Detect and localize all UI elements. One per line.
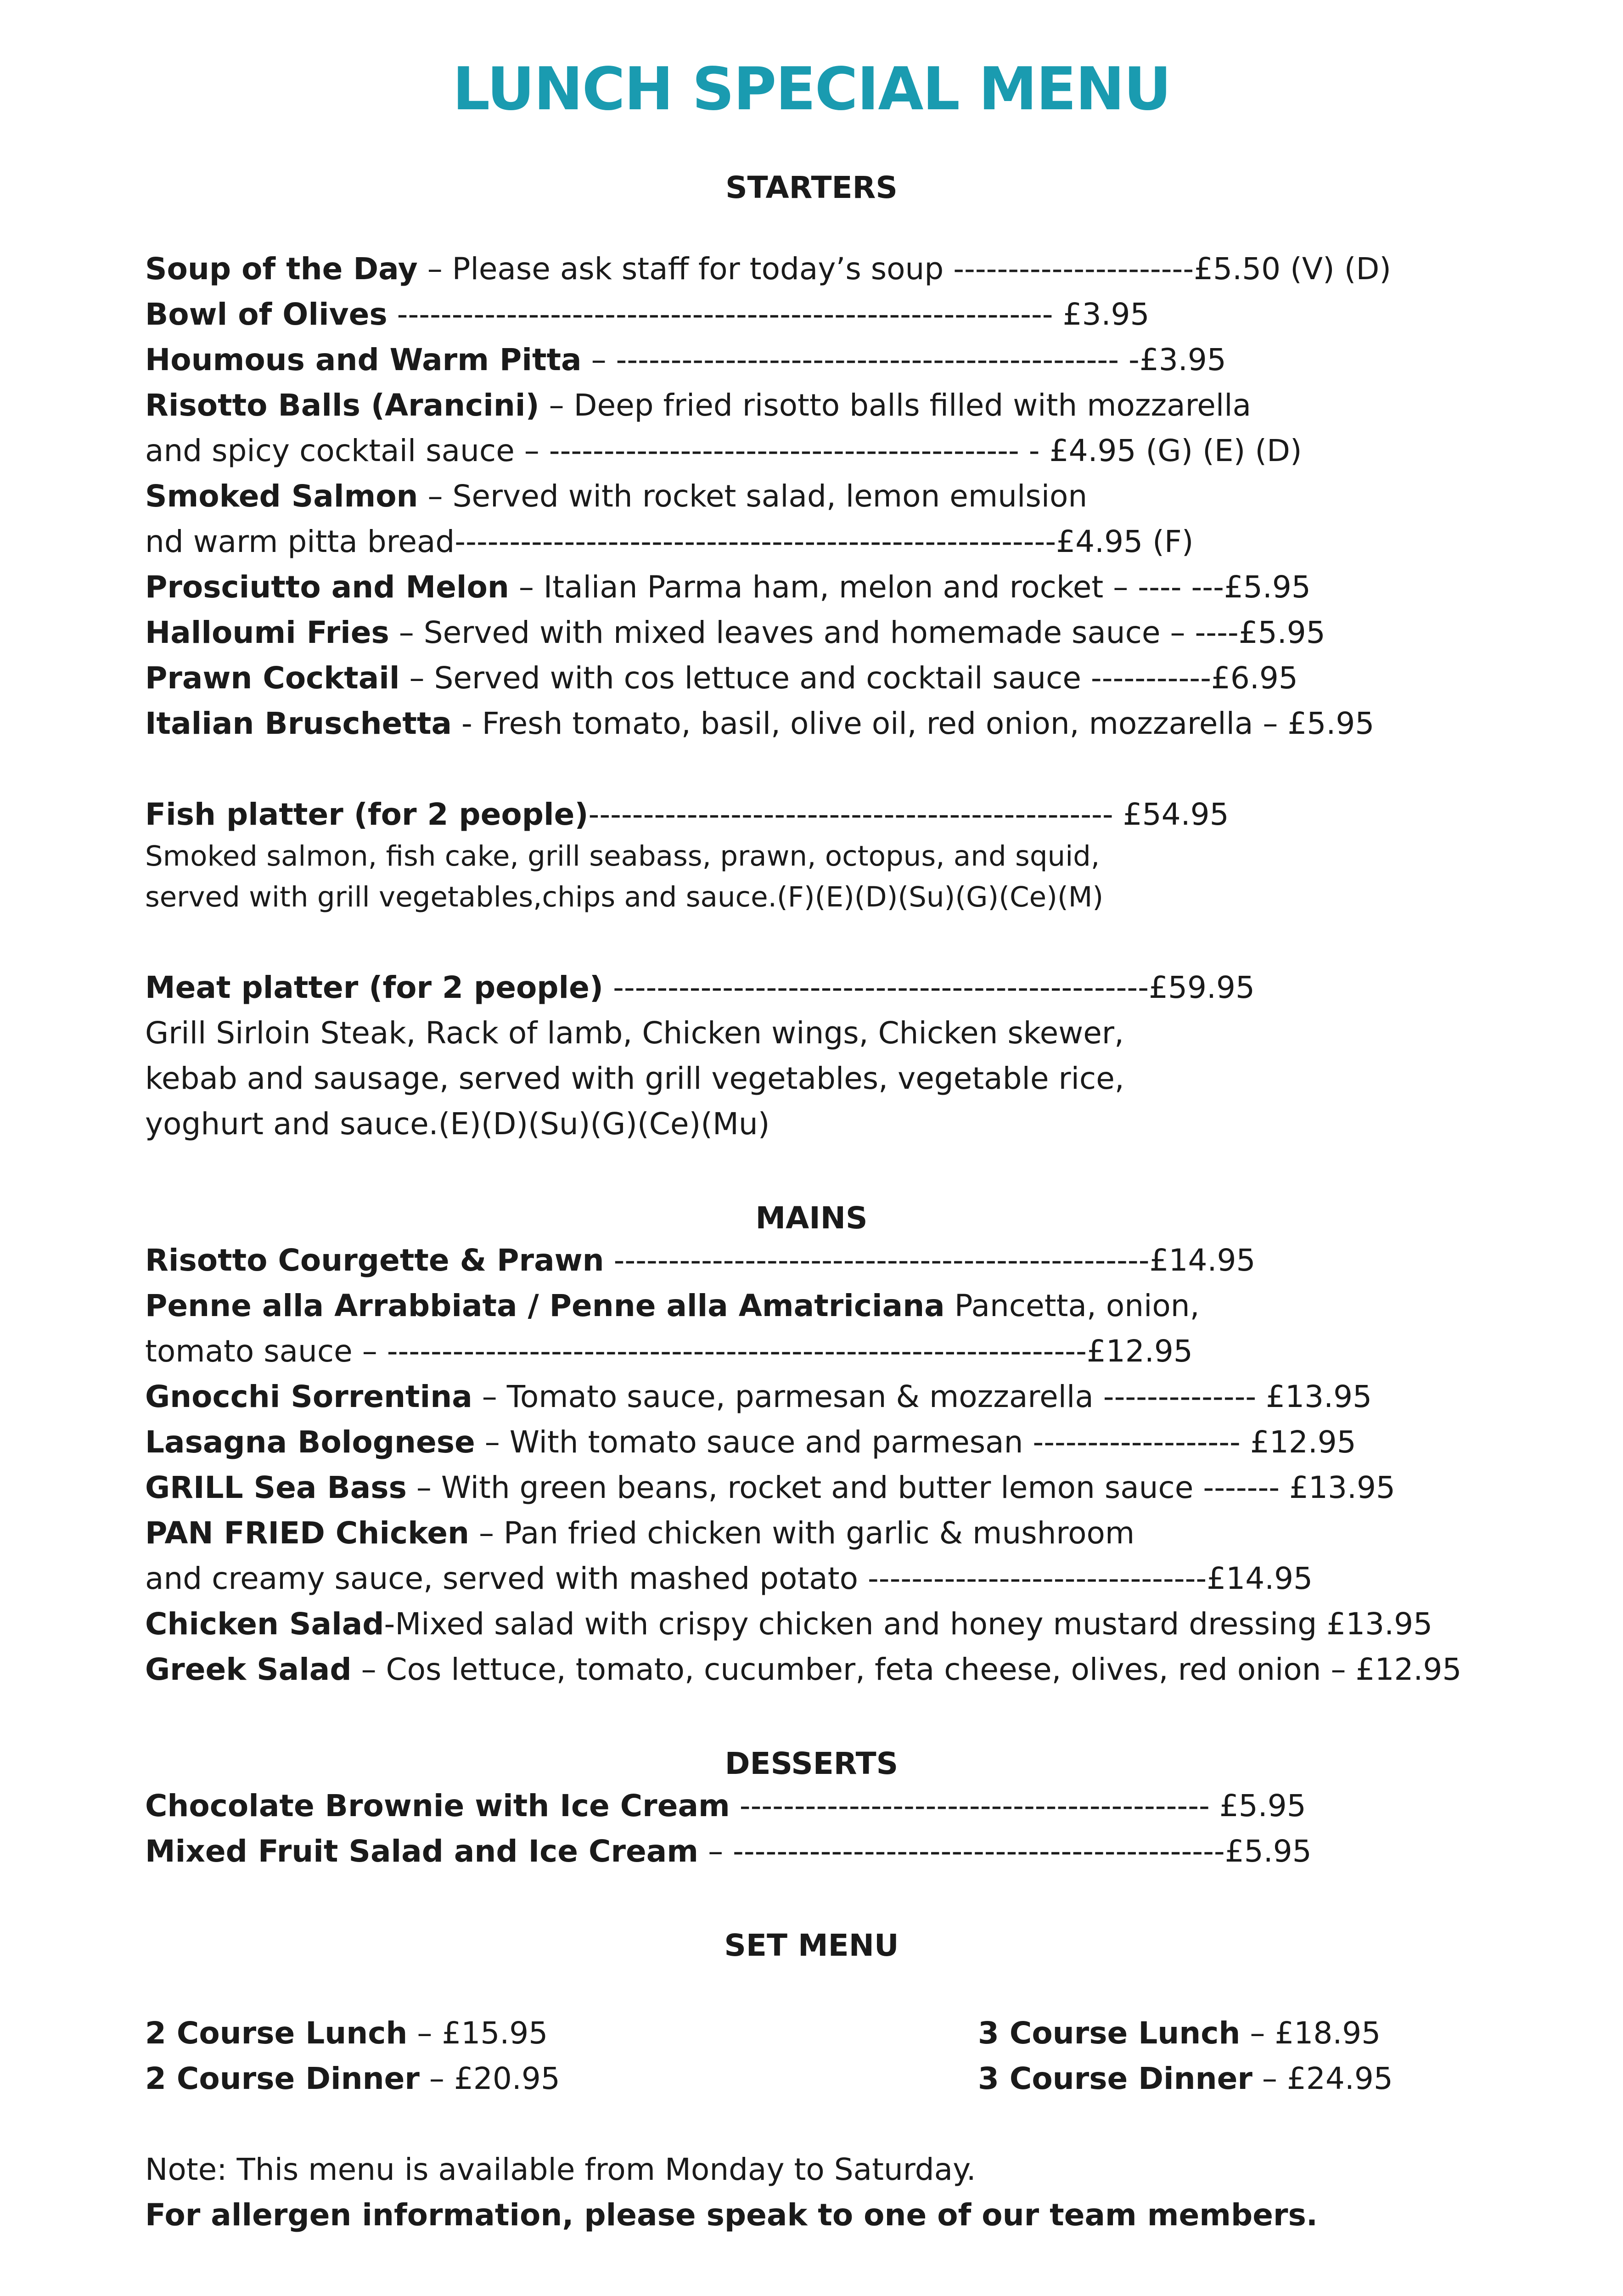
menu-item [145,1467,1395,1508]
item-desc: and spicy cocktail sauce – ------------------------------------------- - £4.95 (G) (E) (D) [145,433,1302,468]
menu-item [145,248,1391,290]
item-price: ------------------------------------------------ £54.95 [588,797,1229,832]
menu-item [145,658,1298,699]
fish-platter [145,794,1229,835]
item-name: GRILL Sea Bass [145,1470,407,1505]
starters-heading: STARTERS [725,170,898,205]
item-desc: – Tomato sauce, parmesan & mozzarella -------------- £13.95 [472,1379,1372,1414]
item-desc: – Deep fried risotto balls filled with mozzarella [539,388,1252,423]
item-desc: -------------------------------------------------£14.95 [604,1243,1256,1278]
item-price: – £15.95 [407,2015,548,2051]
item-name: Chicken Salad [145,1606,384,1642]
meat-platter-desc: yoghurt and sauce.(E)(D)(Su)(G)(Ce)(Mu) [145,1106,770,1142]
item-name: Greek Salad [145,1652,352,1687]
item-desc: – Served with rocket salad, lemon emulsion [418,478,1088,514]
menu-item [145,1240,1255,1281]
menu-item [145,1285,1200,1327]
item-name: 3 Course Dinner [978,2061,1252,2096]
item-name: Fish platter (for 2 people) [145,797,589,832]
fish-platter-desc: served with grill vegetables,chips and sauce.(F)(E)(D)(Su)(G)(Ce)(M) [145,881,1104,913]
menu-item [145,1422,1356,1463]
item-desc: – Please ask staff for today’s soup ----------------------£5.50 (V) (D) [417,251,1392,287]
menu-item [145,1513,1134,1554]
item-price: – £24.95 [1252,2061,1393,2096]
item-name: Lasagna Bolognese [145,1424,475,1460]
item-desc: -Mixed salad with crispy chicken and honey mustard dressing £13.95 [384,1606,1433,1642]
set-menu-item [978,2013,1381,2054]
item-name: Penne alla Arrabbiata / Penne alla Amatriciana [145,1288,945,1323]
menu-item [145,339,1226,381]
item-name: Soup of the Day [145,251,418,287]
item-name: Risotto Balls (Arancini) [145,388,539,423]
mains-heading: MAINS [755,1200,868,1236]
fish-platter-desc: Smoked salmon, fish cake, grill seabass, prawn, octopus, and squid, [145,840,1100,872]
item-name: Risotto Courgette & Prawn [145,1243,604,1278]
item-price: – £20.95 [419,2061,560,2096]
menu-item [145,567,1311,608]
meat-platter [145,967,1255,1008]
item-name: Prawn Cocktail [145,660,400,696]
menu-item [145,294,1150,335]
meat-platter-desc: Grill Sirloin Steak, Rack of lamb, Chicken wings, Chicken skewer, [145,1015,1124,1051]
set-menu-item [978,2058,1393,2099]
menu-item-continued [145,1558,1313,1599]
item-desc: ------------------------------------------------------------ £3.95 [387,297,1150,332]
availability-note: Note: This menu is available from Monday to Saturday. [145,2152,976,2187]
item-name: Gnocchi Sorrentina [145,1379,472,1414]
item-name: Bowl of Olives [145,297,387,332]
item-name: Prosciutto and Melon [145,569,509,605]
item-price: -------------------------------------------------£59.95 [603,970,1255,1005]
item-price: – £18.95 [1240,2015,1381,2051]
item-desc: – Pan fried chicken with garlic & mushroom [469,1515,1135,1551]
menu-item [145,1604,1432,1645]
item-desc: ------------------------------------------- £5.95 [730,1788,1306,1823]
item-desc: – Cos lettuce, tomato, cucumber, feta cheese, olives, red onion – £12.95 [351,1652,1462,1687]
item-name: Smoked Salmon [145,478,418,514]
menu-item-continued [145,521,1194,563]
allergen-note: For allergen information, please speak to one of our team members. [145,2197,1318,2233]
item-name: Chocolate Brownie with Ice Cream [145,1788,730,1823]
item-desc: – With green beans, rocket and butter lemon sauce ------- £13.95 [406,1470,1395,1505]
meat-platter-desc: kebab and sausage, served with grill vegetables, vegetable rice, [145,1061,1124,1096]
menu-item [145,612,1325,653]
menu-item-continued [145,1331,1193,1372]
item-desc: tomato sauce – ----------------------------------------------------------------£12.95 [145,1334,1193,1369]
item-desc: – ---------------------------------------------- -£3.95 [581,342,1226,377]
item-name: 2 Course Lunch [145,2015,408,2051]
item-desc: Pancetta, onion, [944,1288,1200,1323]
menu-item [145,1831,1312,1872]
item-name: Houmous and Warm Pitta [145,342,582,377]
item-desc: – Served with mixed leaves and homemade sauce – ----£5.95 [389,615,1325,650]
set-menu-item [145,2013,548,2054]
menu-item [145,1649,1461,1690]
item-desc: nd warm pitta bread-------------------------------------------------------£4.95 (F) [145,524,1194,559]
item-desc: and creamy sauce, served with mashed potato -------------------------------£14.95 [145,1561,1313,1596]
item-desc: – ---------------------------------------------£5.95 [698,1834,1312,1869]
item-name: Italian Bruschetta [145,706,452,741]
desserts-heading: DESSERTS [724,1746,899,1781]
menu-item [145,1785,1306,1827]
item-name: Halloumi Fries [145,615,389,650]
item-name: Mixed Fruit Salad and Ice Cream [145,1834,699,1869]
item-desc: – Italian Parma ham, melon and rocket – ---- ---£5.95 [509,569,1311,605]
menu-title: LUNCH SPECIAL MENU [452,55,1171,124]
item-name: PAN FRIED Chicken [145,1515,469,1551]
menu-item-continued [145,430,1302,472]
menu-item [145,385,1251,426]
set-menu-item [145,2058,560,2099]
menu-item [145,703,1374,744]
item-name: 3 Course Lunch [978,2015,1241,2051]
item-name: Meat platter (for 2 people) [145,970,604,1005]
menu-item [145,476,1087,517]
item-desc: - Fresh tomato, basil, olive oil, red onion, mozzarella – £5.95 [452,706,1375,741]
item-name: 2 Course Dinner [145,2061,420,2096]
item-desc: – Served with cos lettuce and cocktail sauce -----------£6.95 [399,660,1298,696]
set-menu-heading: SET MENU [724,1928,899,1963]
item-desc: – With tomato sauce and parmesan ------------------- £12.95 [475,1424,1356,1460]
menu-item [145,1376,1372,1418]
